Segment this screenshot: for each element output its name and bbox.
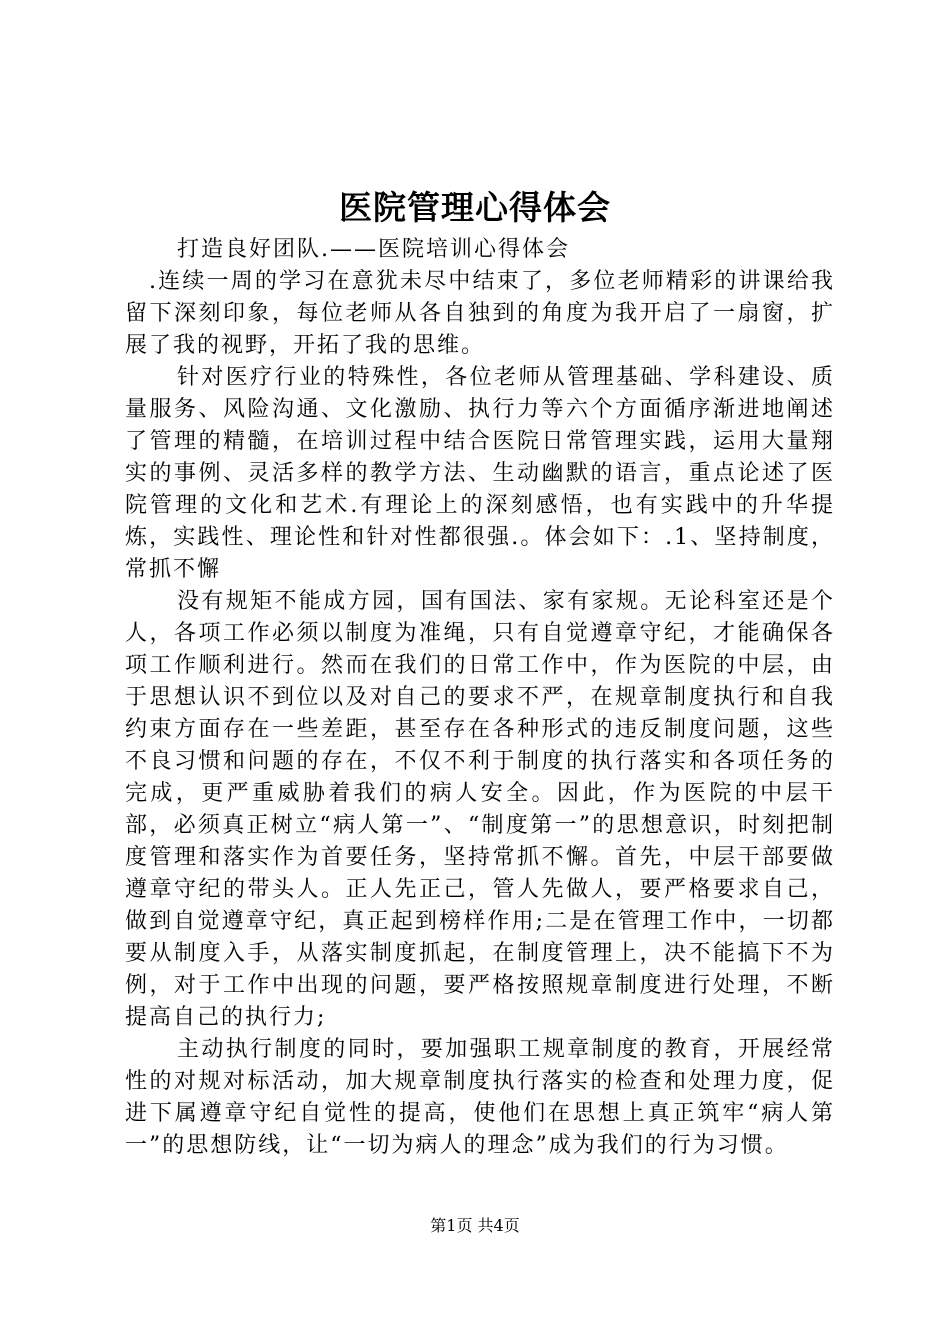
body-paragraph: 没有规矩不能成方园，国有国法、家有家规。无论科室还是个人，各项工作必须以制度为准绳，只有自觉遵章守纪，才能确保各项工作顺利进行。然而在我们的日常工作中，作为医院的中层，由于思想认识不到位以及对自己的要求不严，在规章制度执行和自我约束方面存在一些差距，甚至存在各种形式的违反制度问题，这些不良习惯和问题的存在，不仅不利于制度的执行落实和各项任务的完成，更严重威胁着我们的病人安全。因此，作为医院的中层干部，必须真正树立“病人第一”、“制度第一”的思想意识，时刻把制度管理和落实作为首要任务，坚持常抓不懈。首先，中层干部要做遵章守纪的带头人。正人先正己，管人先做人，要严格要求自己，做到自觉遵章守纪，真正起到榜样作用;二是在管理工作中，一切都要从制度入手，从落实制度抓起，在制度管理上，决不能搞下不为例，对于工作中出现的问题，要严格按照规章制度进行处理，不断提高自己的执行力; bbox=[125, 589, 835, 1030]
subtitle-paragraph: 打造良好团队.——医院培训心得体会 bbox=[177, 237, 570, 262]
document-body bbox=[125, 234, 835, 1162]
body-paragraph: 主动执行制度的同时，要加强职工规章制度的教育，开展经常性的对规对标活动，加大规章制度执行落实的检查和处理力度，促进下属遵章守纪自觉性的提高，使他们在思想上真正筑牢“病人第一”的思想防线，让“一切为病人的理念”成为我们的行为习惯。 bbox=[125, 1037, 835, 1158]
body-paragraph: 针对医疗行业的特殊性，各位老师从管理基础、学科建设、质量服务、风险沟通、文化激励、执行力等六个方面循序渐进地阐述了管理的精髓，在培训过程中结合医院日常管理实践，运用大量翔实的事例、灵活多样的教学方法、生动幽默的语言，重点论述了医院管理的文化和艺术.有理论上的深刻感悟，也有实践中的升华提炼，实践性、理论性和针对性都很强.。体会如下：.1、坚持制度，常抓不懈 bbox=[125, 365, 835, 582]
page-footer: 第1页 共4页 bbox=[430, 1216, 520, 1235]
intro-paragraph: .连续一周的学习在意犹未尽中结束了，多位老师精彩的讲课给我留下深刻印象，每位老师从各自独到的角度为我开启了一扇窗，扩展了我的视野，开拓了我的思维。 bbox=[125, 269, 835, 358]
document-title: 医院管理心得体会 bbox=[339, 188, 611, 227]
